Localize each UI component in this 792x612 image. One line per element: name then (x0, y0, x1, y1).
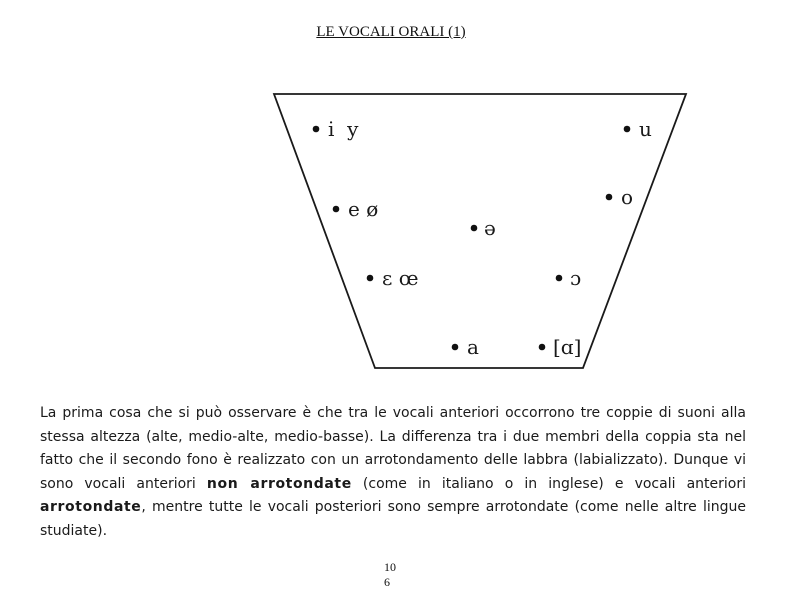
paragraph-text-1: La prima cosa che si può osservare è che tra le vocali anteriori occorrono tre coppie di suoni alla stessa altezza (alte, medio-alte, medio-basse). La differenza tra i due membri della coppia sta nel fatto che il secondo fono è realizzato con un arrotondamento delle labbra (labializzato). Dunque vi sono vocali anteriori (40, 405, 746, 492)
paragraph-text-3: , mentre tutte le vocali posteriori sono sempre arrotondate (come nelle altre lingue studiate). (40, 499, 746, 539)
vowel-dot (606, 194, 613, 201)
vowel-central (471, 216, 496, 240)
page-title: LE VOCALI ORALI (1) (316, 24, 466, 40)
vowel-high-back (624, 117, 652, 141)
vowel-label-high-front: i y (328, 117, 359, 141)
paragraph-bold-arrotondate: arrotondate (40, 499, 142, 516)
vowel-label-low-back: [ɑ] (553, 335, 582, 359)
vowel-label-midhigh-front: e ø (348, 197, 379, 221)
page-number (384, 560, 414, 590)
vowel-label-high-back: u (639, 117, 652, 141)
paragraph-bold-non-arrotondate: non arrotondate (206, 475, 352, 492)
vowel-dot (624, 126, 631, 133)
vowel-midlow-front (367, 266, 419, 290)
paragraph-text-2: (come in italiano o in inglese) e vocali anteriori (351, 475, 747, 492)
vowel-label-midlow-back: ɔ (570, 266, 582, 290)
vowel-midhigh-front (333, 197, 379, 221)
vowel-dot (471, 225, 478, 232)
vowel-midlow-back (556, 266, 582, 290)
vowel-low-front (452, 335, 479, 359)
vowel-dot (539, 344, 546, 351)
vowel-low-back (539, 335, 582, 359)
vowel-midhigh-back (606, 185, 633, 209)
vowel-label-central: ə (484, 216, 496, 240)
page-number-line-2: 6 (384, 575, 390, 589)
vowel-high-front (313, 117, 359, 141)
vowel-dot (556, 275, 563, 282)
vowel-label-low-front: a (467, 335, 479, 359)
vowel-dot (333, 206, 340, 213)
vowel-dot (367, 275, 374, 282)
page-number-line-1: 10 (384, 560, 396, 574)
vowel-label-midlow-front: ɛ œ (382, 266, 419, 290)
vowel-dot (313, 126, 320, 133)
vowel-dot (452, 344, 459, 351)
body-paragraph (40, 402, 746, 544)
vowel-label-midhigh-back: o (621, 185, 634, 209)
